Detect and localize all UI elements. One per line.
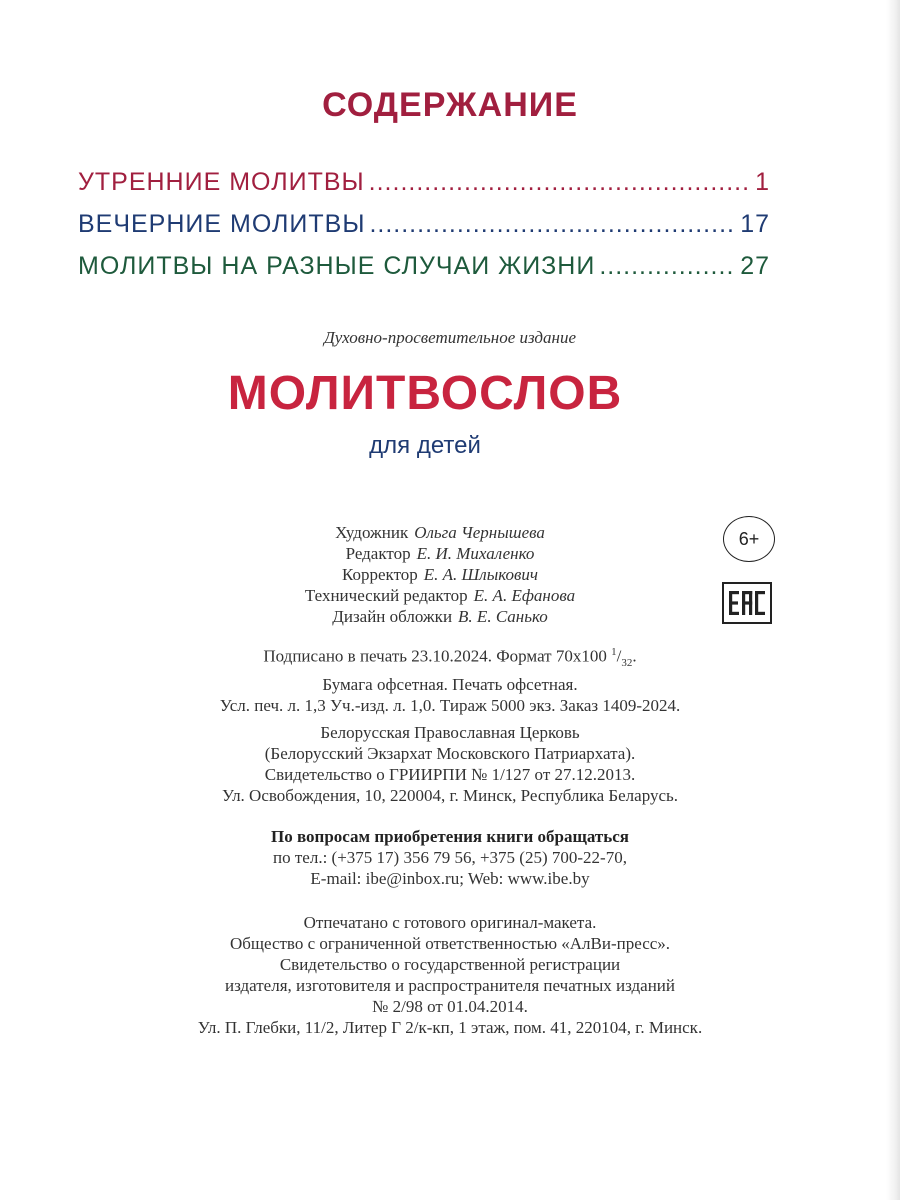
toc-entry-page: 17 — [740, 210, 770, 238]
credit-name: Ольга Чернышева — [414, 523, 545, 542]
credit-role: Технический редактор — [304, 586, 468, 605]
printer-line: Ул. П. Глебки, 11/2, Литер Г 2/к-кп, 1 этаж, пом. 41, 220104, г. Минск. — [197, 1018, 703, 1037]
printer-line: № 2/98 от 01.04.2014. — [372, 997, 528, 1016]
toc-entry-label: МОЛИТВЫ НА РАЗНЫЕ СЛУЧАИ ЖИЗНИ — [78, 252, 596, 280]
age-rating-badge: 6+ — [723, 516, 775, 562]
printer-block — [0, 912, 900, 1038]
credit-role: Редактор — [345, 544, 411, 563]
print-info-line: Усл. печ. л. 1,3 Уч.-изд. л. 1,0. Тираж 5000 экз. Заказ 1409-2024. — [219, 696, 681, 716]
print-signed-text: Подписано в печать 23.10.2024. Формат 70х100 — [263, 646, 607, 666]
edition-type: Духовно-просветительное издание — [323, 328, 577, 347]
contacts-heading: По вопросам приобретения книги обращаться — [271, 827, 629, 846]
credit-name: Е. А. Шлыкович — [423, 565, 538, 584]
book-subtitle: для детей — [369, 432, 481, 459]
contacts-phones: по тел.: (+375 17) 356 79 56, +375 (25) 700-22-70, — [273, 848, 627, 867]
contacts-email-web: E-mail: ibe@inbox.ru; Web: www.ibe.by — [310, 869, 590, 888]
credit-role: Художник — [335, 523, 409, 542]
credit-role: Дизайн обложки — [332, 607, 453, 626]
publisher-line: Белорусская Православная Церковь — [320, 723, 580, 742]
toc-leader-dots — [369, 210, 736, 239]
publisher-line: Свидетельство о ГРИИРПИ № 1/127 от 27.12.2013. — [264, 765, 636, 784]
contents-title: СОДЕРЖАНИЕ — [322, 86, 578, 124]
printer-line: Свидетельство о государственной регистрации — [279, 955, 621, 974]
toc-entry-page: 1 — [755, 168, 770, 196]
toc-entry-label: УТРЕННИЕ МОЛИТВЫ — [78, 168, 365, 196]
book-title: МОЛИТВОСЛОВ — [227, 367, 623, 420]
printer-line: Общество с ограниченной ответственностью «АлВи-пресс». — [229, 934, 671, 953]
toc-leader-dots — [599, 252, 736, 281]
toc-entry-morning-prayers[interactable] — [78, 168, 770, 210]
print-line-end: . — [632, 646, 637, 666]
toc-entry-page: 27 — [740, 252, 770, 280]
print-info-line: Бумага офсетная. Печать офсетная. — [322, 675, 578, 695]
credit-name: В. Е. Санько — [458, 607, 548, 626]
print-info-line: Подписано в печать 23.10.2024. Формат 70х100 $^1/_{32}$. — [263, 646, 637, 670]
credit-role: Корректор — [342, 565, 418, 584]
publisher-block — [0, 722, 900, 806]
publisher-line: (Белорусский Экзархат Московского Патриархата). — [264, 744, 636, 763]
print-info-block — [0, 642, 900, 716]
printer-line: Отпечатано с готового оригинал-макета. — [303, 913, 597, 932]
format-denominator: 32 — [621, 657, 633, 670]
contents-list — [78, 168, 770, 294]
credit-name: Е. И. Михаленко — [416, 544, 535, 563]
publisher-line: Ул. Освобождения, 10, 220004, г. Минск, Республика Беларусь. — [221, 786, 679, 805]
toc-entry-label: ВЕЧЕРНИЕ МОЛИТВЫ — [78, 210, 366, 238]
printer-line: издателя, изготовителя и распространителя печатных изданий — [224, 976, 675, 995]
toc-entry-various-occasions[interactable] — [78, 252, 770, 294]
toc-entry-evening-prayers[interactable] — [78, 210, 770, 252]
toc-leader-dots — [369, 168, 751, 197]
contacts-block — [0, 826, 900, 889]
credit-name: Е. А. Ефанова — [473, 586, 576, 605]
format-numerator: 1 — [611, 646, 617, 658]
eac-certification-icon — [722, 582, 772, 624]
